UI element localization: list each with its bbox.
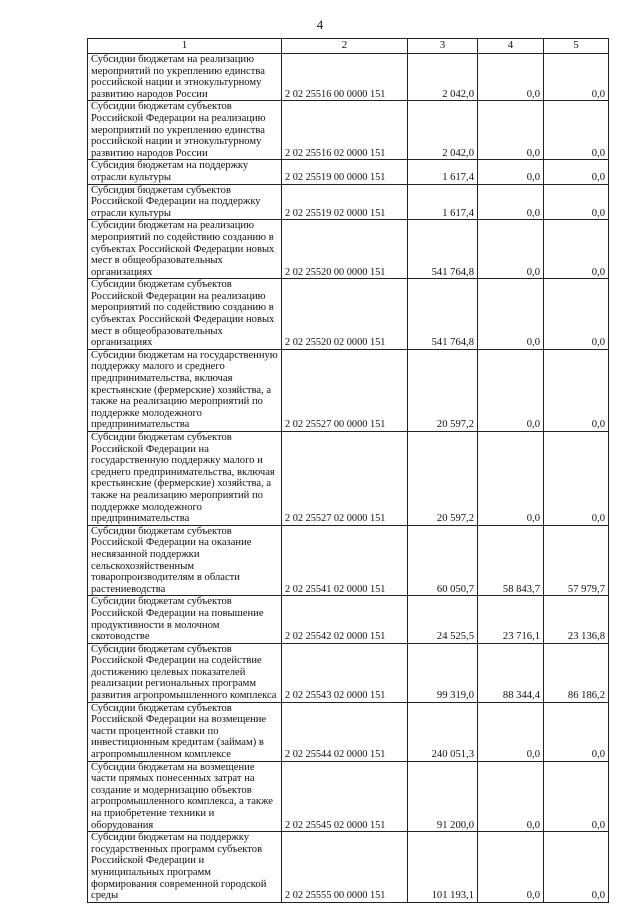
row-description: Субсидия бюджетам на поддержку отрасли культуры (88, 160, 282, 184)
table-row (88, 832, 609, 903)
table-row (88, 160, 609, 184)
value-col-4: 0,0 (478, 432, 544, 526)
value-col-3: 541 764,8 (408, 220, 478, 279)
value-col-5: 0,0 (544, 101, 609, 160)
budget-code: 2 02 25545 02 0000 151 (282, 761, 408, 832)
value-col-4: 0,0 (478, 160, 544, 184)
value-col-3: 91 200,0 (408, 761, 478, 832)
table-row (88, 184, 609, 220)
table-row (88, 54, 609, 101)
row-description: Субсидии бюджетам на реализацию мероприятий по содействию созданию в субъектах Российской Федерации новых мест в общеобразовательных организациях (88, 220, 282, 279)
budget-code: 2 02 25543 02 0000 151 (282, 643, 408, 702)
value-col-3: 101 193,1 (408, 832, 478, 903)
value-col-4: 88 344,4 (478, 643, 544, 702)
value-col-5: 0,0 (544, 702, 609, 761)
header-row (88, 39, 609, 54)
budget-code: 2 02 25519 00 0000 151 (282, 160, 408, 184)
column-header: 3 (408, 39, 478, 54)
value-col-5: 23 136,8 (544, 596, 609, 643)
table-row (88, 643, 609, 702)
table-row (88, 349, 609, 431)
value-col-4: 0,0 (478, 349, 544, 431)
budget-code: 2 02 25527 00 0000 151 (282, 349, 408, 431)
column-header: 4 (478, 39, 544, 54)
budget-code: 2 02 25555 00 0000 151 (282, 832, 408, 903)
table-row (88, 220, 609, 279)
value-col-5: 0,0 (544, 832, 609, 903)
value-col-4: 0,0 (478, 279, 544, 350)
value-col-5: 0,0 (544, 160, 609, 184)
table-row (88, 432, 609, 526)
row-description: Субсидии бюджетам субъектов Российской Федерации на повышение продуктивности в молочном скотоводстве (88, 596, 282, 643)
table-row (88, 101, 609, 160)
value-col-4: 58 843,7 (478, 525, 544, 596)
value-col-5: 0,0 (544, 220, 609, 279)
value-col-5: 0,0 (544, 54, 609, 101)
value-col-5: 86 186,2 (544, 643, 609, 702)
column-header: 5 (544, 39, 609, 54)
table-row (88, 761, 609, 832)
value-col-4: 0,0 (478, 702, 544, 761)
budget-code: 2 02 25541 02 0000 151 (282, 525, 408, 596)
value-col-3: 1 617,4 (408, 160, 478, 184)
value-col-3: 20 597,2 (408, 349, 478, 431)
value-col-5: 0,0 (544, 349, 609, 431)
value-col-3: 541 764,8 (408, 279, 478, 350)
row-description: Субсидии бюджетам субъектов Российской Федерации на возмещение части процентной ставки по инвестиционным кредитам (займам) в агропромышленном комплексе (88, 702, 282, 761)
budget-table (87, 38, 609, 903)
value-col-5: 0,0 (544, 279, 609, 350)
value-col-3: 60 050,7 (408, 525, 478, 596)
value-col-5: 0,0 (544, 184, 609, 220)
budget-code: 2 02 25516 02 0000 151 (282, 101, 408, 160)
row-description: Субсидия бюджетам субъектов Российской Федерации на поддержку отрасли культуры (88, 184, 282, 220)
budget-code: 2 02 25544 02 0000 151 (282, 702, 408, 761)
row-description: Субсидии бюджетам на реализацию мероприятий по укреплению единства российской нации и этнокультурному развитию народов России (88, 54, 282, 101)
value-col-3: 2 042,0 (408, 54, 478, 101)
row-description: Субсидии бюджетам на возмещение части прямых понесенных затрат на создание и модернизацию объектов агропромышленного комплекса, а также на приобретение техники и оборудования (88, 761, 282, 832)
row-description: Субсидии бюджетам субъектов Российской Федерации на реализацию мероприятий по укреплению единства российской нации и этнокультурному развитию народов России (88, 101, 282, 160)
budget-code: 2 02 25516 00 0000 151 (282, 54, 408, 101)
row-description: Субсидии бюджетам субъектов Российской Федерации на оказание несвязанной поддержки сельскохозяйственным товаропроизводителям в области растениеводства (88, 525, 282, 596)
value-col-4: 0,0 (478, 101, 544, 160)
value-col-4: 0,0 (478, 184, 544, 220)
row-description: Субсидии бюджетам субъектов Российской Федерации на государственную поддержку малого и среднего предпринимательства, включая крестьянские (фермерские) хозяйства, а также на реализацию мероприятий по поддержке молодежного предпринимательства (88, 432, 282, 526)
column-header: 1 (88, 39, 282, 54)
row-description: Субсидии бюджетам на поддержку государственных программ субъектов Российской Федерации и муниципальных программ формирования современной городской среды (88, 832, 282, 903)
value-col-5: 0,0 (544, 432, 609, 526)
budget-code: 2 02 25520 00 0000 151 (282, 220, 408, 279)
row-description: Субсидии бюджетам субъектов Российской Федерации на реализацию мероприятий по содействию созданию в субъектах Российской Федерации новых мест в общеобразовательных организациях (88, 279, 282, 350)
value-col-4: 0,0 (478, 761, 544, 832)
row-description: Субсидии бюджетам на государственную поддержку малого и среднего предпринимательства, включая крестьянские (фермерские) хозяйства, а также на реализацию мероприятий по поддержке молодежного предпринимательства (88, 349, 282, 431)
value-col-3: 2 042,0 (408, 101, 478, 160)
value-col-3: 20 597,2 (408, 432, 478, 526)
value-col-5: 57 979,7 (544, 525, 609, 596)
value-col-3: 24 525,5 (408, 596, 478, 643)
table-row (88, 702, 609, 761)
page-number: 4 (316, 17, 324, 32)
budget-code: 2 02 25527 02 0000 151 (282, 432, 408, 526)
value-col-4: 0,0 (478, 220, 544, 279)
budget-code: 2 02 25542 02 0000 151 (282, 596, 408, 643)
value-col-4: 0,0 (478, 832, 544, 903)
value-col-3: 1 617,4 (408, 184, 478, 220)
value-col-4: 23 716,1 (478, 596, 544, 643)
value-col-4: 0,0 (478, 54, 544, 101)
value-col-3: 240 051,3 (408, 702, 478, 761)
table-row (88, 279, 609, 350)
budget-code: 2 02 25520 02 0000 151 (282, 279, 408, 350)
table-row (88, 525, 609, 596)
column-header: 2 (282, 39, 408, 54)
row-description: Субсидии бюджетам субъектов Российской Федерации на содействие достижению целевых показателей реализации региональных программ развития агропромышленного комплекса (88, 643, 282, 702)
value-col-5: 0,0 (544, 761, 609, 832)
value-col-3: 99 319,0 (408, 643, 478, 702)
table-row (88, 596, 609, 643)
budget-code: 2 02 25519 02 0000 151 (282, 184, 408, 220)
